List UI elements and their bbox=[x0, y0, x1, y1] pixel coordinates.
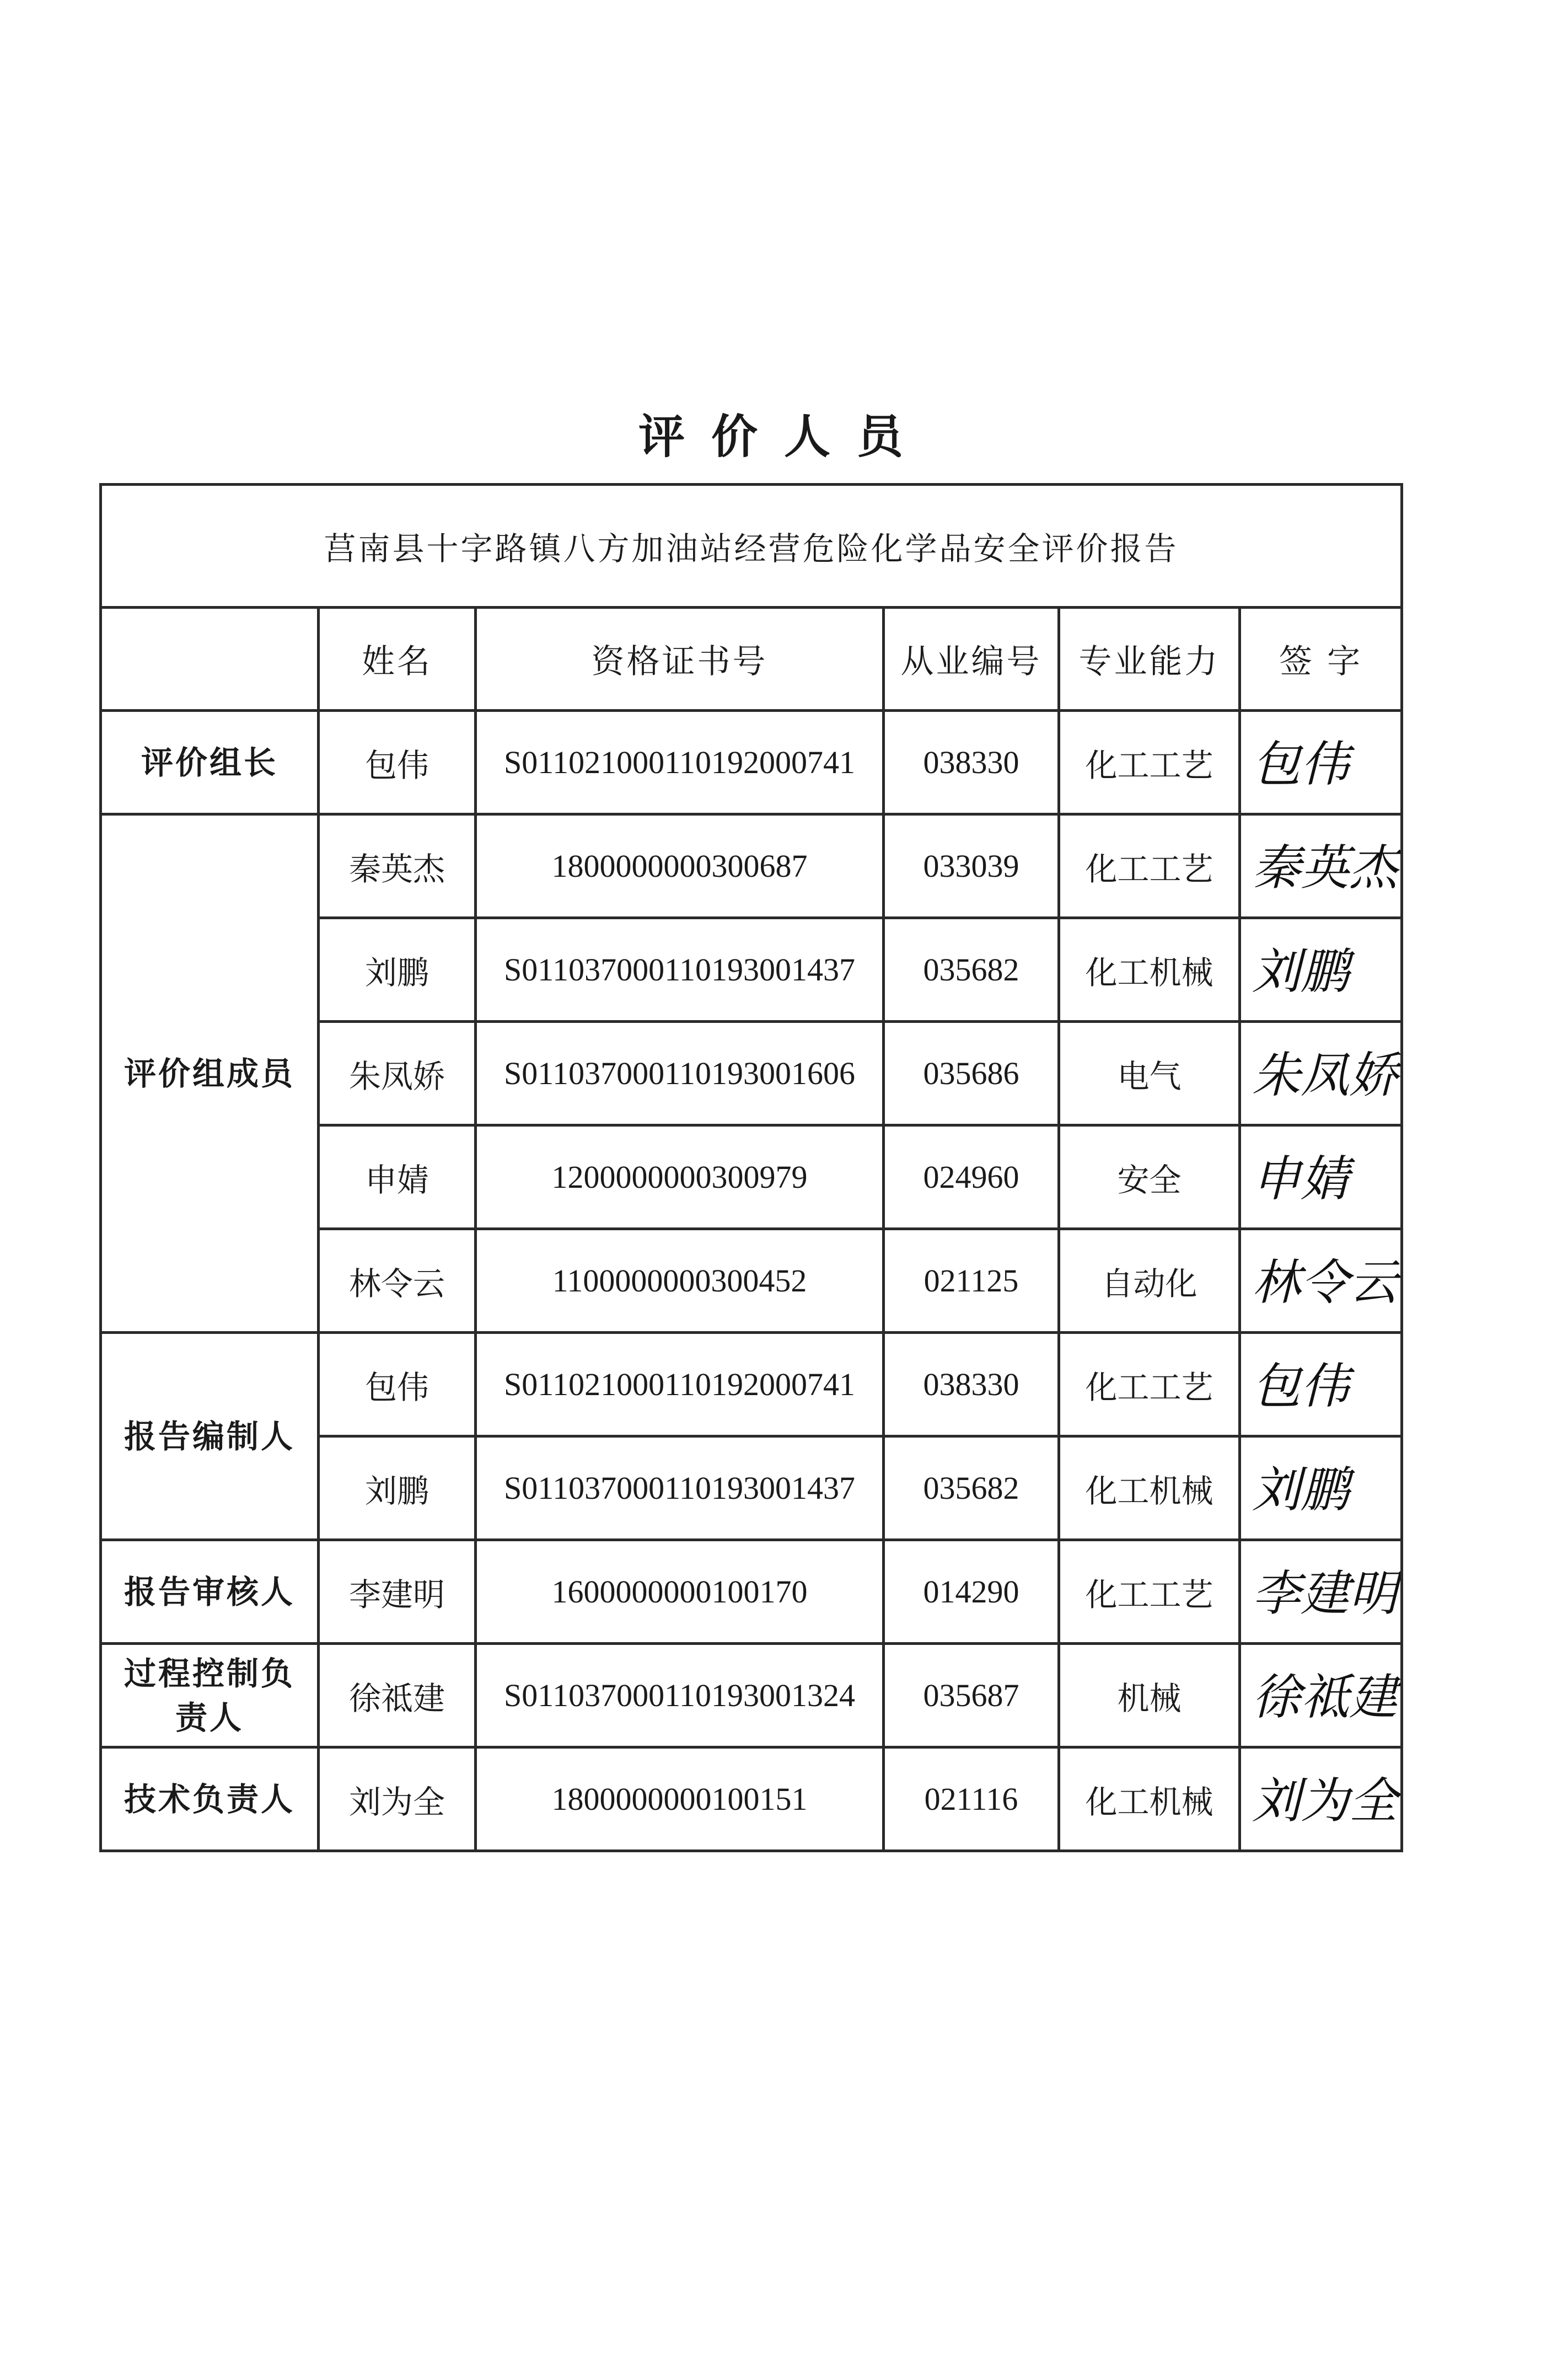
practice-no-cell: 024960 bbox=[884, 1125, 1059, 1229]
signature-cell bbox=[1240, 1644, 1402, 1747]
table-row bbox=[101, 1747, 1402, 1851]
practice-no-cell: 035686 bbox=[884, 1022, 1059, 1125]
practice-no-cell: 014290 bbox=[884, 1540, 1059, 1644]
role-reviewer: 报告审核人 bbox=[101, 1540, 319, 1644]
specialty-cell: 机械 bbox=[1059, 1644, 1240, 1747]
table-row bbox=[101, 1540, 1402, 1644]
specialty-cell: 化工工艺 bbox=[1059, 711, 1240, 814]
signature-cell bbox=[1240, 918, 1402, 1022]
name-cell: 徐祗建 bbox=[319, 1644, 476, 1747]
practice-no-cell: 021125 bbox=[884, 1229, 1059, 1333]
practice-no-cell: 033039 bbox=[884, 814, 1059, 918]
name-cell: 秦英杰 bbox=[319, 814, 476, 918]
certificate-cell: S011037000110193001324 bbox=[476, 1644, 884, 1747]
handwritten-signature: 申婧 bbox=[1252, 1150, 1350, 1207]
signature-cell bbox=[1240, 1540, 1402, 1644]
handwritten-signature: 包伟 bbox=[1252, 1358, 1350, 1414]
certificate-cell: 1100000000300452 bbox=[476, 1229, 884, 1333]
specialty-cell: 化工机械 bbox=[1059, 1747, 1240, 1851]
certificate-cell: 1800000000100151 bbox=[476, 1747, 884, 1851]
certificate-cell: S011021000110192000741 bbox=[476, 711, 884, 814]
signature-cell bbox=[1240, 1125, 1402, 1229]
signature-cell bbox=[1240, 1022, 1402, 1125]
certificate-cell: 1800000000300687 bbox=[476, 814, 884, 918]
practice-no-cell: 038330 bbox=[884, 1333, 1059, 1436]
specialty-cell: 化工工艺 bbox=[1059, 1333, 1240, 1436]
role-compilers: 报告编制人 bbox=[101, 1333, 319, 1540]
practice-no-cell: 035687 bbox=[884, 1644, 1059, 1747]
certificate-cell: S011037000110193001437 bbox=[476, 1436, 884, 1540]
header-specialty: 专业能力 bbox=[1059, 608, 1240, 711]
specialty-cell: 自动化 bbox=[1059, 1229, 1240, 1333]
role-technical: 技术负责人 bbox=[101, 1747, 319, 1851]
signature-cell bbox=[1240, 711, 1402, 814]
role-members: 评价组成员 bbox=[101, 814, 319, 1333]
signature-cell bbox=[1240, 1333, 1402, 1436]
name-cell: 刘鹏 bbox=[319, 1436, 476, 1540]
name-cell: 刘为全 bbox=[319, 1747, 476, 1851]
signature-cell bbox=[1240, 1436, 1402, 1540]
report-title: 莒南县十字路镇八方加油站经营危险化学品安全评价报告 bbox=[101, 485, 1402, 608]
name-cell: 刘鹏 bbox=[319, 918, 476, 1022]
handwritten-signature: 徐祗建 bbox=[1252, 1669, 1398, 1725]
role-process-control: 过程控制负责人 bbox=[101, 1644, 319, 1747]
table-row bbox=[101, 814, 1402, 918]
certificate-cell: S011021000110192000741 bbox=[476, 1333, 884, 1436]
header-certificate: 资格证书号 bbox=[476, 608, 884, 711]
name-cell: 包伟 bbox=[319, 1333, 476, 1436]
certificate-cell: 1200000000300979 bbox=[476, 1125, 884, 1229]
name-cell: 包伟 bbox=[319, 711, 476, 814]
handwritten-signature: 包伟 bbox=[1252, 736, 1350, 792]
specialty-cell: 安全 bbox=[1059, 1125, 1240, 1229]
name-cell: 林令云 bbox=[319, 1229, 476, 1333]
practice-no-cell: 021116 bbox=[884, 1747, 1059, 1851]
specialty-cell: 化工机械 bbox=[1059, 918, 1240, 1022]
handwritten-signature: 刘为全 bbox=[1252, 1772, 1398, 1829]
page-title: 评价人员 bbox=[638, 410, 930, 464]
specialty-cell: 电气 bbox=[1059, 1022, 1240, 1125]
name-cell: 申婧 bbox=[319, 1125, 476, 1229]
handwritten-signature: 刘鹏 bbox=[1252, 943, 1350, 1000]
header-practice-no: 从业编号 bbox=[884, 608, 1059, 711]
certificate-cell: 1600000000100170 bbox=[476, 1540, 884, 1644]
signature-cell bbox=[1240, 814, 1402, 918]
header-row bbox=[101, 608, 1402, 711]
practice-no-cell: 038330 bbox=[884, 711, 1059, 814]
table-row bbox=[101, 1644, 1402, 1747]
evaluation-staff-table bbox=[99, 483, 1403, 1852]
specialty-cell: 化工工艺 bbox=[1059, 1540, 1240, 1644]
specialty-cell: 化工机械 bbox=[1059, 1436, 1240, 1540]
handwritten-signature: 刘鹏 bbox=[1252, 1461, 1350, 1518]
header-name: 姓名 bbox=[319, 608, 476, 711]
name-cell: 朱凤娇 bbox=[319, 1022, 476, 1125]
practice-no-cell: 035682 bbox=[884, 918, 1059, 1022]
role-leader: 评价组长 bbox=[101, 711, 319, 814]
specialty-cell: 化工工艺 bbox=[1059, 814, 1240, 918]
certificate-cell: S011037000110193001606 bbox=[476, 1022, 884, 1125]
handwritten-signature: 李建明 bbox=[1252, 1565, 1398, 1622]
header-signature: 签 字 bbox=[1240, 608, 1402, 711]
handwritten-signature: 秦英杰 bbox=[1252, 839, 1398, 896]
handwritten-signature: 林令云 bbox=[1252, 1254, 1398, 1311]
certificate-cell: S011037000110193001437 bbox=[476, 918, 884, 1022]
handwritten-signature: 朱凤娇 bbox=[1252, 1047, 1398, 1103]
table-row bbox=[101, 711, 1402, 814]
practice-no-cell: 035682 bbox=[884, 1436, 1059, 1540]
header-blank bbox=[101, 608, 319, 711]
table-row bbox=[101, 1333, 1402, 1436]
name-cell: 李建明 bbox=[319, 1540, 476, 1644]
signature-cell bbox=[1240, 1229, 1402, 1333]
signature-cell bbox=[1240, 1747, 1402, 1851]
